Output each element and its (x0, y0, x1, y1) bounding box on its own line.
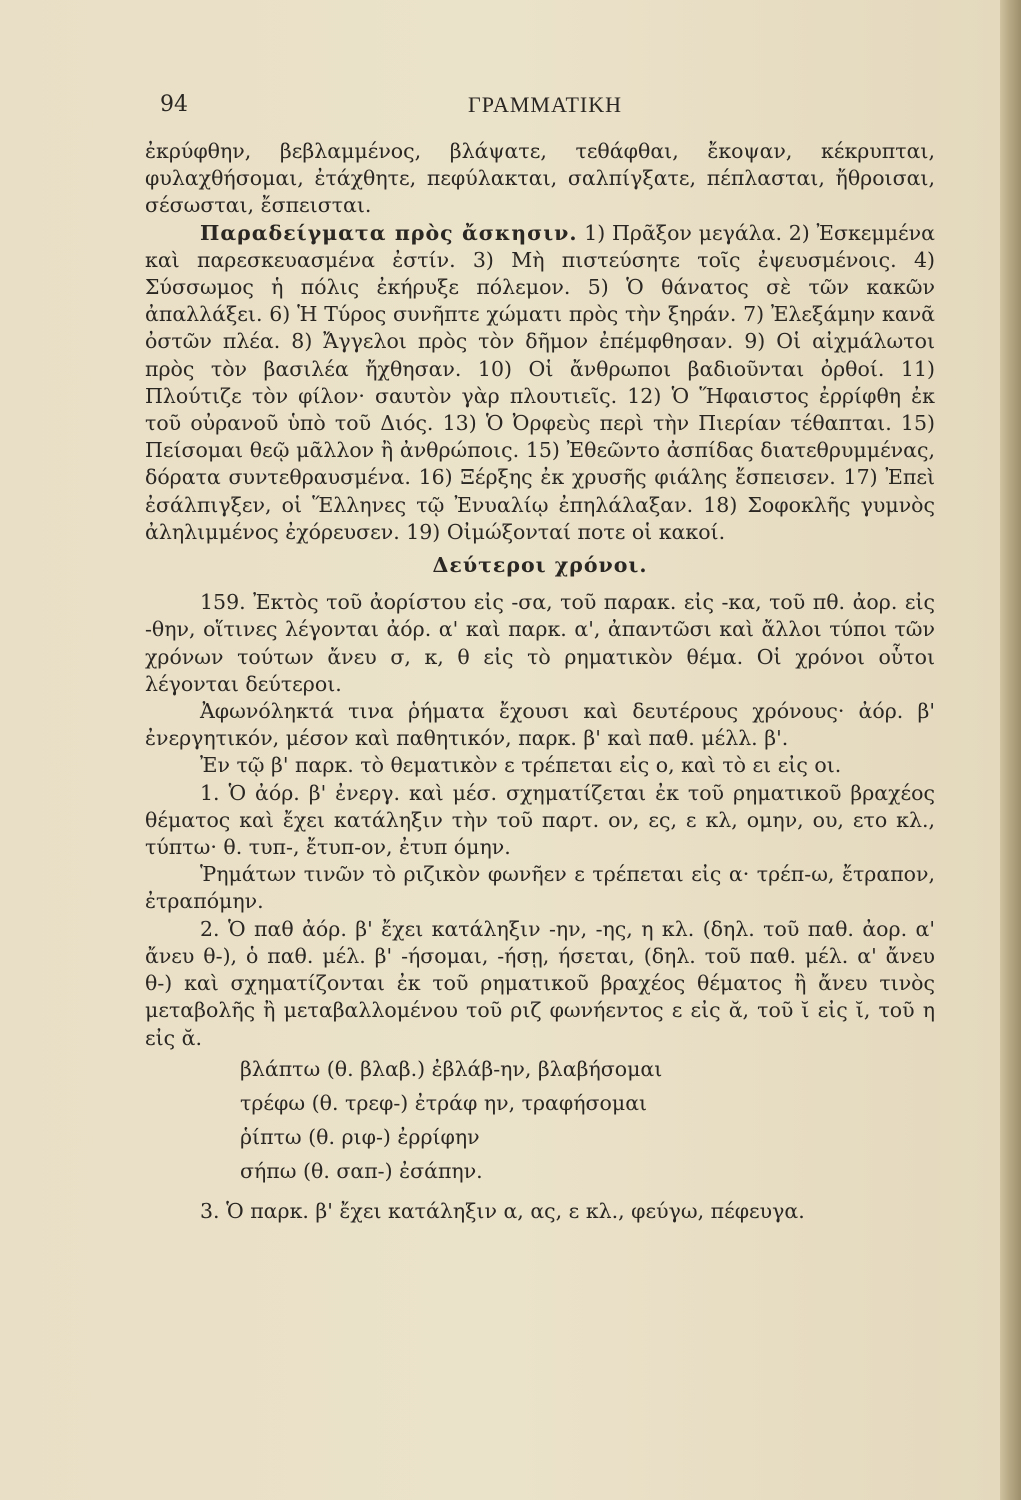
paragraph-rule-3: 3. Ὁ παρκ. β' ἔχει κατάληξιν α, ας, ε κλ., φεύγω, πέφευγα. (200, 1198, 805, 1223)
page-header (160, 92, 930, 126)
paragraph-perfect-vowel: Ἐν τῷ β' παρκ. τὸ θεματικὸν ε τρέπεται εἰς ο, καὶ τὸ ει εἰς οι. (200, 753, 842, 778)
example-line: ῥίπτω (θ. ριφ-) ἐρρίφην (240, 1124, 480, 1149)
page-number: 94 (160, 92, 188, 117)
paragraph-aphonoleka: Ἀφωνόληκτά τινα ῥήματα ἔχουσι καὶ δευτέρους χρόνους· ἀόρ. β' ἐνεργητικόν, μέσον καὶ παθητικόν, παρκ. β' καὶ παθ. μέλλ. β'. (145, 699, 935, 751)
example-line: τρέφω (θ. τρεφ-) ἐτράφ ην, τραφήσομαι (240, 1090, 648, 1115)
intro-paragraph: ἐκρύφθην, βεβλαμμένος, βλάψατε, τεθάφθαι, ἔκοψαν, κέκρυπται, φυλαχθήσομαι, ἐτάχθητε, πεφύλακται, σαλπίγξατε, πέπλασται, ἤθροισαι, σέσωσται, ἔσπεισται. (145, 139, 935, 218)
paragraph-rule-1: 1. Ὁ ἀόρ. β' ἐνεργ. καὶ μέσ. σχηματίζεται ἐκ τοῦ ρηματικοῦ βραχέος θέματος καὶ ἔχει κατάληξιν τὴν τοῦ παρτ. ον, ες, ε κλ, ομην, ου, ετο κλ., τύπτω· θ. τυπ-, ἔτυπ-ον, ἐτυπ όμην. (145, 780, 935, 860)
paragraph-rule-2: 2. Ὁ παθ ἀόρ. β' ἔχει κατάληξιν -ην, -ης, η κλ. (δηλ. τοῦ παθ. ἀορ. α' ἄνευ θ-), ὁ παθ. μέλ. β' -ήσομαι, -ήσῃ, ήσεται, (δηλ. τοῦ παθ. μέλ. α' ἄνευ θ-) καὶ σχηματίζονται ἐκ τοῦ ρηματικοῦ βραχέος θέματος ἢ ἄνευ τινὸς μεταβολῆς ἢ μεταβαλλομένου τοῦ ριζ φωνήεντος ε εἰς ᾰ, τοῦ ῐ εἰς ῐ, τοῦ η εἰς ᾰ. (145, 916, 935, 1050)
exercises-text: 1) Πρᾶξον μεγάλα. 2) Ἐσκεμμένα καὶ παρεσκευασμένα ἐστίν. 3) Μὴ πιστεύσητε τοῖς ἐψευσμένοις. 4) Σύσσωμος ἡ πόλις ἐκήρυξε πόλεμον. 5) Ὁ θάνατος σὲ τῶν κακῶν ἀπαλλάξει. 6) Ἡ Τύρος συνῆπτε χώματι πρὸς τὴν ξηράν. 7) Ἐλεξάμην κανᾶ ὀστῶν πλέα. 8) Ἄγγελοι πρὸς τὸν δῆμον ἐπέμφθησαν. 9) Οἱ αἰχμάλωτοι πρὸς τὸν βασιλέα ἤχθησαν. 10) Οἱ ἄνθρωποι βαδιοῦνται ὀρθοί. 11) Πλούτιζε τὸν φίλον· σαυτὸν γὰρ πλουτιεῖς. 12) Ὁ Ἥφαιστος ἐρρίφθη ἐκ τοῦ οὐρανοῦ ὑπὸ τοῦ Διός. 13) Ὁ Ὀρφεὺς περὶ τὴν Πιερίαν τέθαπται. 15) Πείσομαι θεῷ μᾶλλον ἢ ἀνθρώποις. 15) Ἐθεῶντο ἀσπίδας διατεθρυμμένας, δόρατα συντεθραυσμένα. 16) Ξέρξης ἐκ χρυσῆς φιάλης ἔσπεισεν. 17) Ἐπεὶ ἐσάλπιγξεν, οἱ Ἕλληνες τῷ Ἐνυαλίῳ ἐπηλάλαξαν. 18) Σοφοκλῆς γυμνὸς ἀληλιμμένος ἐχόρευσεν. 19) Οἰμώξονταί ποτε οἱ κακοί. (145, 220, 935, 544)
paragraph-root-vowel: Ῥημάτων τινῶν τὸ ριζικὸν φωνῆεν ε τρέπεται εἰς α· τρέπ-ω, ἔτραπον, ἐτραπόμην. (145, 862, 935, 914)
section-heading: Δεύτεροι χρόνοι. (432, 553, 648, 578)
running-title: ΓΡΑΜΜΑΤΙΚΗ (468, 92, 622, 117)
exercises-paragraph (145, 220, 935, 546)
paragraph-159: 159. Ἐκτὸς τοῦ ἀορίστου εἰς -σα, τοῦ παρακ. εἰς -κα, τοῦ πθ. ἀορ. εἰς -θην, οἵτινες λέγονται ἀόρ. α' καὶ παρκ. α', ἀπαντῶσι καὶ ἄλλοι τύποι τῶν χρόνων τούτων ἄνευ σ, κ, θ εἰς τὸ ρηματικὸν θέμα. Οἱ χρόνοι οὗτοι λέγονται δεύτεροι. (145, 590, 935, 696)
example-list (240, 1052, 935, 1188)
example-line: βλάπτω (θ. βλαβ.) ἐβλάβ-ην, βλαβήσομαι (240, 1056, 663, 1081)
exercises-heading: Παραδείγματα πρὸς ἄσκησιν. (200, 220, 578, 245)
body-text (145, 138, 935, 1225)
page-edge (1000, 0, 1021, 1500)
example-line: σήπω (θ. σαπ-) ἐσάπην. (240, 1158, 483, 1183)
